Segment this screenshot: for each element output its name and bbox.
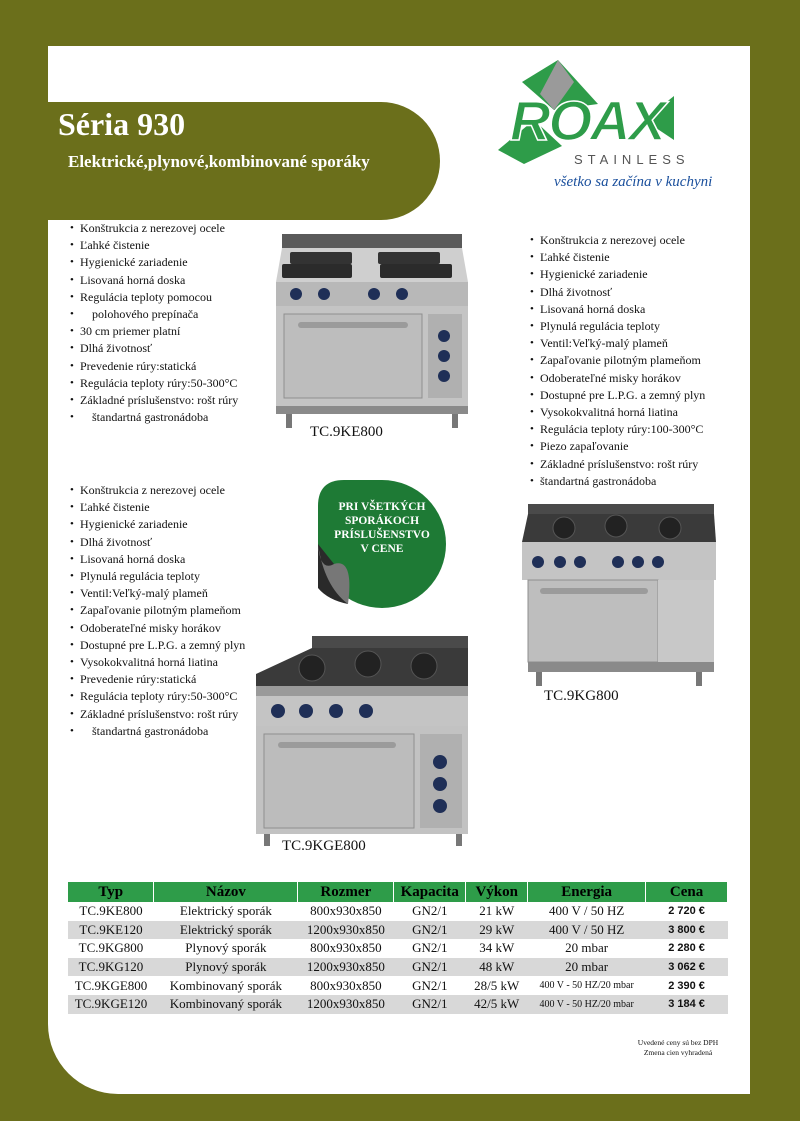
cell-rozmer: 800x930x850	[298, 976, 394, 995]
stove-electric-image	[268, 232, 468, 430]
feature-item-cont: • štandartná gastronádoba	[530, 473, 705, 490]
col-header-cena: Cena	[646, 882, 728, 902]
cell-cena: 3 800 €	[646, 921, 728, 940]
feature-item: • Plynulá regulácia teploty	[70, 568, 245, 585]
cell-energia: 400 V / 50 HZ	[528, 902, 646, 921]
model-label-tc9ke800: TC.9KE800	[310, 424, 383, 440]
cell-kapacita: GN2/1	[394, 939, 466, 958]
feature-item: • Ľahké čistenie	[530, 249, 705, 266]
title-banner	[48, 102, 440, 220]
feature-item: • Zapaľovanie pilotným plameňom	[530, 352, 705, 369]
table-header-row	[68, 882, 728, 902]
page-title: Séria 930	[58, 106, 186, 142]
cell-cena: 3 184 €	[646, 995, 728, 1014]
footnote-line: Zmena cien vyhradená	[643, 1048, 713, 1057]
cell-typ: TC.9KE120	[68, 921, 154, 940]
feature-item: • Lisovaná horná doska	[70, 551, 245, 568]
cell-typ: TC.9KG800	[68, 939, 154, 958]
feature-item: • Základné príslušenstvo: rošt rúry	[70, 706, 245, 723]
table-row	[68, 995, 728, 1014]
stove-combined-image	[252, 634, 472, 846]
cell-cena: 2 720 €	[646, 902, 728, 921]
feature-item-cont: • polohového prepínača	[70, 306, 238, 323]
badge-text	[310, 500, 454, 556]
table-row	[68, 939, 728, 958]
cell-cena: 2 390 €	[646, 976, 728, 995]
badge-line: SPORÁKOCH	[344, 515, 420, 527]
features-tc9ke800	[70, 220, 238, 426]
page-subtitle: Elektrické,plynové,kombinované sporáky	[68, 152, 370, 171]
price-table	[68, 882, 728, 1014]
cell-typ: TC.9KG120	[68, 958, 154, 977]
cell-energia: 20 mbar	[528, 939, 646, 958]
feature-item: • Prevedenie rúry:statická	[70, 358, 238, 375]
feature-item: • Dlhá životnosť	[70, 534, 245, 551]
feature-item: • Prevedenie rúry:statická	[70, 671, 245, 688]
logo-sub: STAINLESS	[574, 152, 690, 167]
cell-nazov: Plynový sporák	[154, 958, 298, 977]
cell-rozmer: 1200x930x850	[298, 921, 394, 940]
logo-slogan: všetko sa začína v kuchyni	[554, 174, 713, 190]
stove-gas-image	[520, 502, 716, 688]
cell-vykon: 21 kW	[466, 902, 528, 921]
cell-nazov: Kombinovaný sporák	[154, 976, 298, 995]
feature-item: • Ľahké čistenie	[70, 499, 245, 516]
cell-rozmer: 1200x930x850	[298, 995, 394, 1014]
col-header-energia: Energia	[528, 882, 646, 902]
cell-vykon: 28/5 kW	[466, 976, 528, 995]
badge-line: PRÍSLUŠENSTVO	[334, 529, 430, 541]
feature-item: • Ventil:Veľký-malý plameň	[530, 335, 705, 352]
feature-item: • Regulácia teploty pomocou	[70, 289, 238, 306]
col-header-nazov: Názov	[154, 882, 298, 902]
feature-item-cont: • štandartná gastronádoba	[70, 409, 238, 426]
feature-item: • Dlhá životnosť	[70, 340, 238, 357]
cell-cena: 2 280 €	[646, 939, 728, 958]
col-header-vykon: Výkon	[466, 882, 528, 902]
feature-item: • Plynulá regulácia teploty	[530, 318, 705, 335]
cell-kapacita: GN2/1	[394, 976, 466, 995]
cell-typ: TC.9KE800	[68, 902, 154, 921]
cell-vykon: 42/5 kW	[466, 995, 528, 1014]
feature-item: • Základné príslušenstvo: rošt rúry	[70, 392, 238, 409]
cell-vykon: 34 kW	[466, 939, 528, 958]
feature-item: • Vysokokvalitná horná liatina	[70, 654, 245, 671]
col-header-typ: Typ	[68, 882, 154, 902]
cell-kapacita: GN2/1	[394, 902, 466, 921]
cell-kapacita: GN2/1	[394, 995, 466, 1014]
feature-item: • Odoberateľné misky horákov	[70, 620, 245, 637]
cell-kapacita: GN2/1	[394, 921, 466, 940]
badge-line: PRI VŠETKÝCH	[338, 501, 426, 513]
feature-item: • Lisovaná horná doska	[70, 272, 238, 289]
feature-item: • Konštrukcia z nerezovej ocele	[70, 220, 238, 237]
cell-nazov: Elektrický sporák	[154, 921, 298, 940]
cell-energia: 20 mbar	[528, 958, 646, 977]
badge-line: V CENE	[360, 543, 404, 555]
feature-item: • Hygienické zariadenie	[70, 516, 245, 533]
feature-item: • Zapaľovanie pilotným plameňom	[70, 602, 245, 619]
feature-item: • Konštrukcia z nerezovej ocele	[530, 232, 705, 249]
feature-item: • Regulácia teploty rúry:50-300°C	[70, 688, 245, 705]
feature-item: • Regulácia teploty rúry:100-300°C	[530, 421, 705, 438]
cell-kapacita: GN2/1	[394, 958, 466, 977]
cell-energia: 400 V / 50 HZ	[528, 921, 646, 940]
cell-rozmer: 1200x930x850	[298, 958, 394, 977]
feature-item: • Vysokokvalitná horná liatina	[530, 404, 705, 421]
cell-energia: 400 V - 50 HZ/20 mbar	[528, 976, 646, 995]
feature-item: • 30 cm priemer platní	[70, 323, 238, 340]
feature-item: • Regulácia teploty rúry:50-300°C	[70, 375, 238, 392]
cell-nazov: Elektrický sporák	[154, 902, 298, 921]
table-row	[68, 958, 728, 977]
cell-energia: 400 V - 50 HZ/20 mbar	[528, 995, 646, 1014]
table-row	[68, 902, 728, 921]
cell-vykon: 29 kW	[466, 921, 528, 940]
model-label-tc9kge800: TC.9KGE800	[282, 838, 366, 854]
cell-vykon: 48 kW	[466, 958, 528, 977]
feature-item: • Základné príslušenstvo: rošt rúry	[530, 456, 705, 473]
cell-typ: TC.9KGE120	[68, 995, 154, 1014]
feature-item: • Konštrukcia z nerezovej ocele	[70, 482, 245, 499]
cell-nazov: Kombinovaný sporák	[154, 995, 298, 1014]
feature-item-cont: • štandartná gastronádoba	[70, 723, 245, 740]
cell-nazov: Plynový sporák	[154, 939, 298, 958]
col-header-rozmer: Rozmer	[298, 882, 394, 902]
roax-logo	[494, 54, 722, 194]
cell-rozmer: 800x930x850	[298, 902, 394, 921]
table-row	[68, 976, 728, 995]
cell-cena: 3 062 €	[646, 958, 728, 977]
features-tc9kge800	[70, 482, 245, 740]
features-tc9kg800	[530, 232, 705, 490]
feature-item: • Ľahké čistenie	[70, 237, 238, 254]
price-footnote	[608, 1038, 748, 1058]
feature-item: • Hygienické zariadenie	[530, 266, 705, 283]
cell-rozmer: 800x930x850	[298, 939, 394, 958]
feature-item: • Odoberateľné misky horákov	[530, 370, 705, 387]
catalog-page	[48, 46, 750, 1094]
feature-item: • Dlhá životnosť	[530, 284, 705, 301]
feature-item: • Ventil:Veľký-malý plameň	[70, 585, 245, 602]
feature-item: • Lisovaná horná doska	[530, 301, 705, 318]
model-label-tc9kg800: TC.9KG800	[544, 688, 619, 704]
table-row	[68, 921, 728, 940]
logo-brand: ROAX	[510, 89, 664, 152]
col-header-kapacita: Kapacita	[394, 882, 466, 902]
cell-typ: TC.9KGE800	[68, 976, 154, 995]
feature-item: • Dostupné pre L.P.G. a zemný plyn	[530, 387, 705, 404]
feature-item: • Piezo zapaľovanie	[530, 438, 705, 455]
footnote-line: Uvedené ceny sú bez DPH	[637, 1038, 719, 1047]
feature-item: • Hygienické zariadenie	[70, 254, 238, 271]
feature-item: • Dostupné pre L.P.G. a zemný plyn	[70, 637, 245, 654]
